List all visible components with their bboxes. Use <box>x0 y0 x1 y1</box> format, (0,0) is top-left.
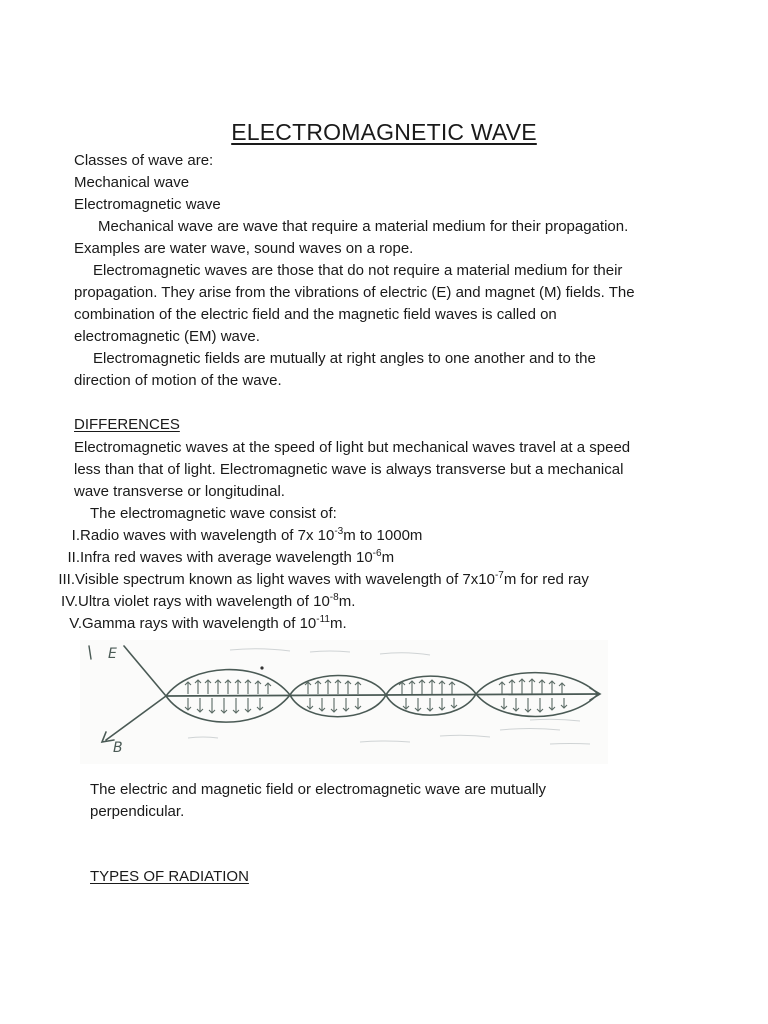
em-definition-line: Electromagnetic waves are those that do not require a material medium for their <box>93 262 623 279</box>
list-numeral: I. <box>71 527 80 544</box>
list-item: V.Gamma rays with wavelength of $10^{-11}m$. <box>20 613 347 635</box>
caption-line: perpendicular. <box>90 803 185 820</box>
mechanical-examples-line: Examples are water wave, sound waves on a rope. <box>74 240 414 257</box>
differences-line: less than that of light. Electromagnetic wave is always transverse but a mechanical <box>74 461 624 478</box>
types-of-radiation-heading: TYPES OF RADIATION <box>90 868 249 885</box>
list-item: I.Radio waves with wavelength of 7x $10^{-3}m$ to 1000m <box>20 525 422 547</box>
em-definition-line: propagation. They arise from the vibrations of electric (E) and magnet (M) fields. The <box>74 284 635 301</box>
em-wave-sketch <box>80 640 608 764</box>
classes-label: Classes of wave are: <box>74 152 214 169</box>
list-numeral: II. <box>67 549 80 566</box>
list-item: II.Infra red waves with average wavelength $10^{-6}m$ <box>20 547 394 569</box>
differences-heading: DIFFERENCES <box>74 416 180 433</box>
class-mechanical: Mechanical wave <box>74 174 190 191</box>
page-title: ELECTROMAGNETIC WAVE <box>231 119 537 145</box>
list-item: III.Visible spectrum known as light waves with wavelength of $7x10^{-7}m$ for red ray <box>20 569 589 591</box>
caption-line: The electric and magnetic field or electromagnetic wave are mutually <box>90 781 547 798</box>
fields-line: direction of motion of the wave. <box>74 372 282 389</box>
em-definition-line: combination of the electric field and the magnetic field waves is called on <box>74 306 557 323</box>
list-numeral: IV. <box>61 593 78 610</box>
electric-field-label: E <box>108 646 117 662</box>
differences-line: wave transverse or longitudinal. <box>74 483 285 500</box>
magnetic-field-label: B <box>113 740 123 756</box>
fields-line: Electromagnetic fields are mutually at right angles to one another and to the <box>93 350 596 367</box>
class-electromagnetic: Electromagnetic wave <box>74 196 221 213</box>
differences-line: Electromagnetic waves at the speed of light but mechanical waves travel at a speed <box>74 439 631 456</box>
list-numeral: III. <box>58 571 75 588</box>
mechanical-definition-line: Mechanical wave are wave that require a material medium for their propagation. <box>98 218 629 235</box>
list-item: IV.Ultra violet rays with wavelength of $10^{-8}m$. <box>20 591 355 613</box>
list-numeral: V. <box>69 615 82 632</box>
consist-label: The electromagnetic wave consist of: <box>90 505 337 522</box>
em-definition-line: electromagnetic (EM) wave. <box>74 328 260 345</box>
